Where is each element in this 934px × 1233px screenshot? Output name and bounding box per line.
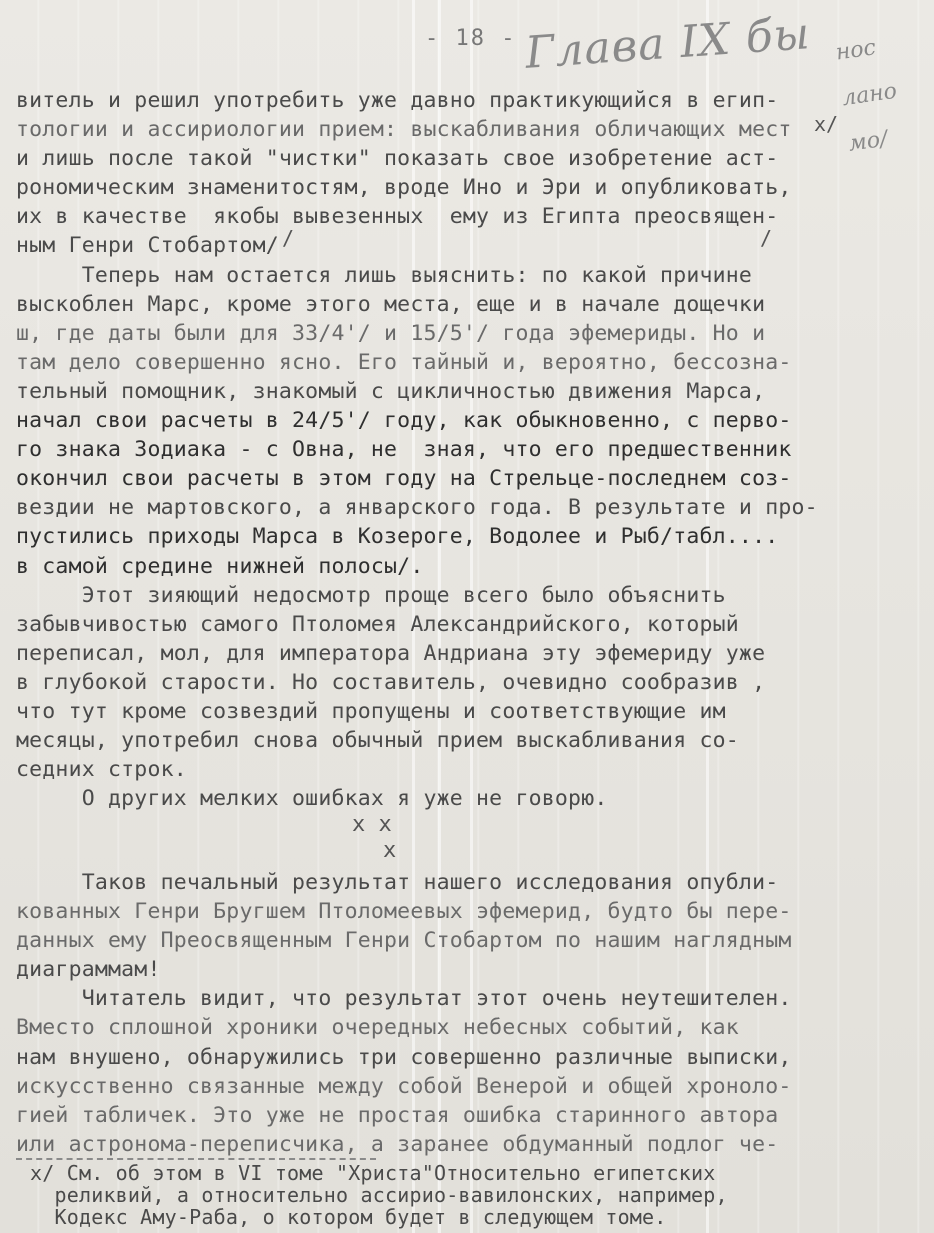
text-line: там дело совершенно ясно. Его тайный и, вероятно, бессозна- [16,349,792,375]
body-text-continued [16,868,916,1159]
footnote-line: x/ См. об этом в VI томе "Христа"Относительно египетских [30,1161,716,1185]
text-line: данных ему Преосвященным Генри Стобартом по нашим наглядным [16,928,792,954]
footnote-line: реликвий, а относительно ассирио-вавилонских, например, [30,1183,728,1207]
text-line: что тут кроме созвездий пропущены и соответствующие им [16,698,726,724]
text-line: переписал, мол, для императора Андриана эту эфемериду уже [16,640,766,666]
text-line: начал свои расчеты в 24/5'/ году, как обыкновенно, с перво- [16,408,792,434]
text-line: в самой средине нижней полосы/. [16,553,424,579]
text-line: и лишь после такой "чистки" показать свое изобретение аст- [16,146,779,172]
text-line: или астронома-переписчика, а заранее обдуманный подлог че- [16,1131,779,1157]
text-line: ным Генри Стобартом/ [16,233,279,259]
text-line: го знака Зодиака - с Овна, не зная, что его предшественник [16,437,792,463]
text-line: диаграммам! [16,957,161,983]
footnote-line: Кодекс Аму-Раба, о котором будет в следующем томе. [30,1205,667,1229]
text-line: забывчивостью самого Птоломея Александрийского, который [16,611,739,637]
handwritten-annotation: Глава IX бы [523,8,813,79]
text-line: гией табличек. Это уже не простая ошибка старинного автора [16,1102,779,1128]
text-line: Теперь нам остается лишь выяснить: по какой причине [16,262,753,288]
text-line: О других мелких ошибках я уже не говорю. [16,786,608,812]
footnote-reference-mark: x/ [814,112,839,136]
page-number: - 18 - [425,26,517,51]
text-line: Читатель видит, что результат этот очень неутешителен. [16,986,792,1012]
section-separator-stars: x x [352,812,392,837]
text-line: тельный помощник, знакомый с цикличностью движения Марса, [16,378,766,404]
text-line: их в качестве якобы вывезенных ему из Египта преосвящен- [16,204,779,230]
text-line: месяцы, употребил снова обычный прием выскабливания со- [16,728,739,754]
text-line: нам внушено, обнаружились три совершенно различные выписки, [16,1044,792,1070]
text-line: кованных Генри Бругшем Птоломеевых эфемерид, будто бы пере- [16,899,792,925]
handwritten-side-note: нос лано мо/ [834,35,899,157]
text-line: седних строк. [16,757,187,783]
body-text [16,86,916,813]
text-line: Этот зияющий недосмотр проще всего было объяснить [16,582,726,608]
text-line: тологии и ассириологии прием: выскабливания обличающих мест [16,117,792,143]
text-line: Таков печальный результат нашего исследования опубли- [16,870,779,895]
text-line: витель и решил употребить уже давно практикующийся в егип- [16,88,779,113]
footnote-separator [16,1158,376,1160]
text-line: окончил свои расчеты в этом году на Стрельце-последнем соз- [16,466,792,492]
text-line: рономическим знаменитостям, вроде Ино и Эри и опубликовать, [16,175,792,201]
text-line: выскоблен Марс, кроме этого места, еще и в начале дощечки [16,291,766,317]
text-line: в глубокой старости. Но составитель, очевидно сообразив , [16,669,766,695]
text-line: ш, где даты были для 33/4'/ и 15/5'/ года эфемериды. Но и [16,320,766,346]
text-line: пустились приходы Марса в Козероге, Водолее и Рыб/табл.... [16,524,779,550]
footnote [30,1162,910,1228]
text-line: Вместо сплошной хроники очередных небесных событий, как [16,1015,739,1041]
slash-mark: / [282,226,295,250]
slash-mark: / [760,226,773,250]
text-line: вездии не мартовского, а январского года. В результате и про- [16,495,818,521]
text-line: искусственно связанные между собой Венерой и общей хроноло- [16,1073,792,1099]
section-separator-star: x [383,838,397,863]
